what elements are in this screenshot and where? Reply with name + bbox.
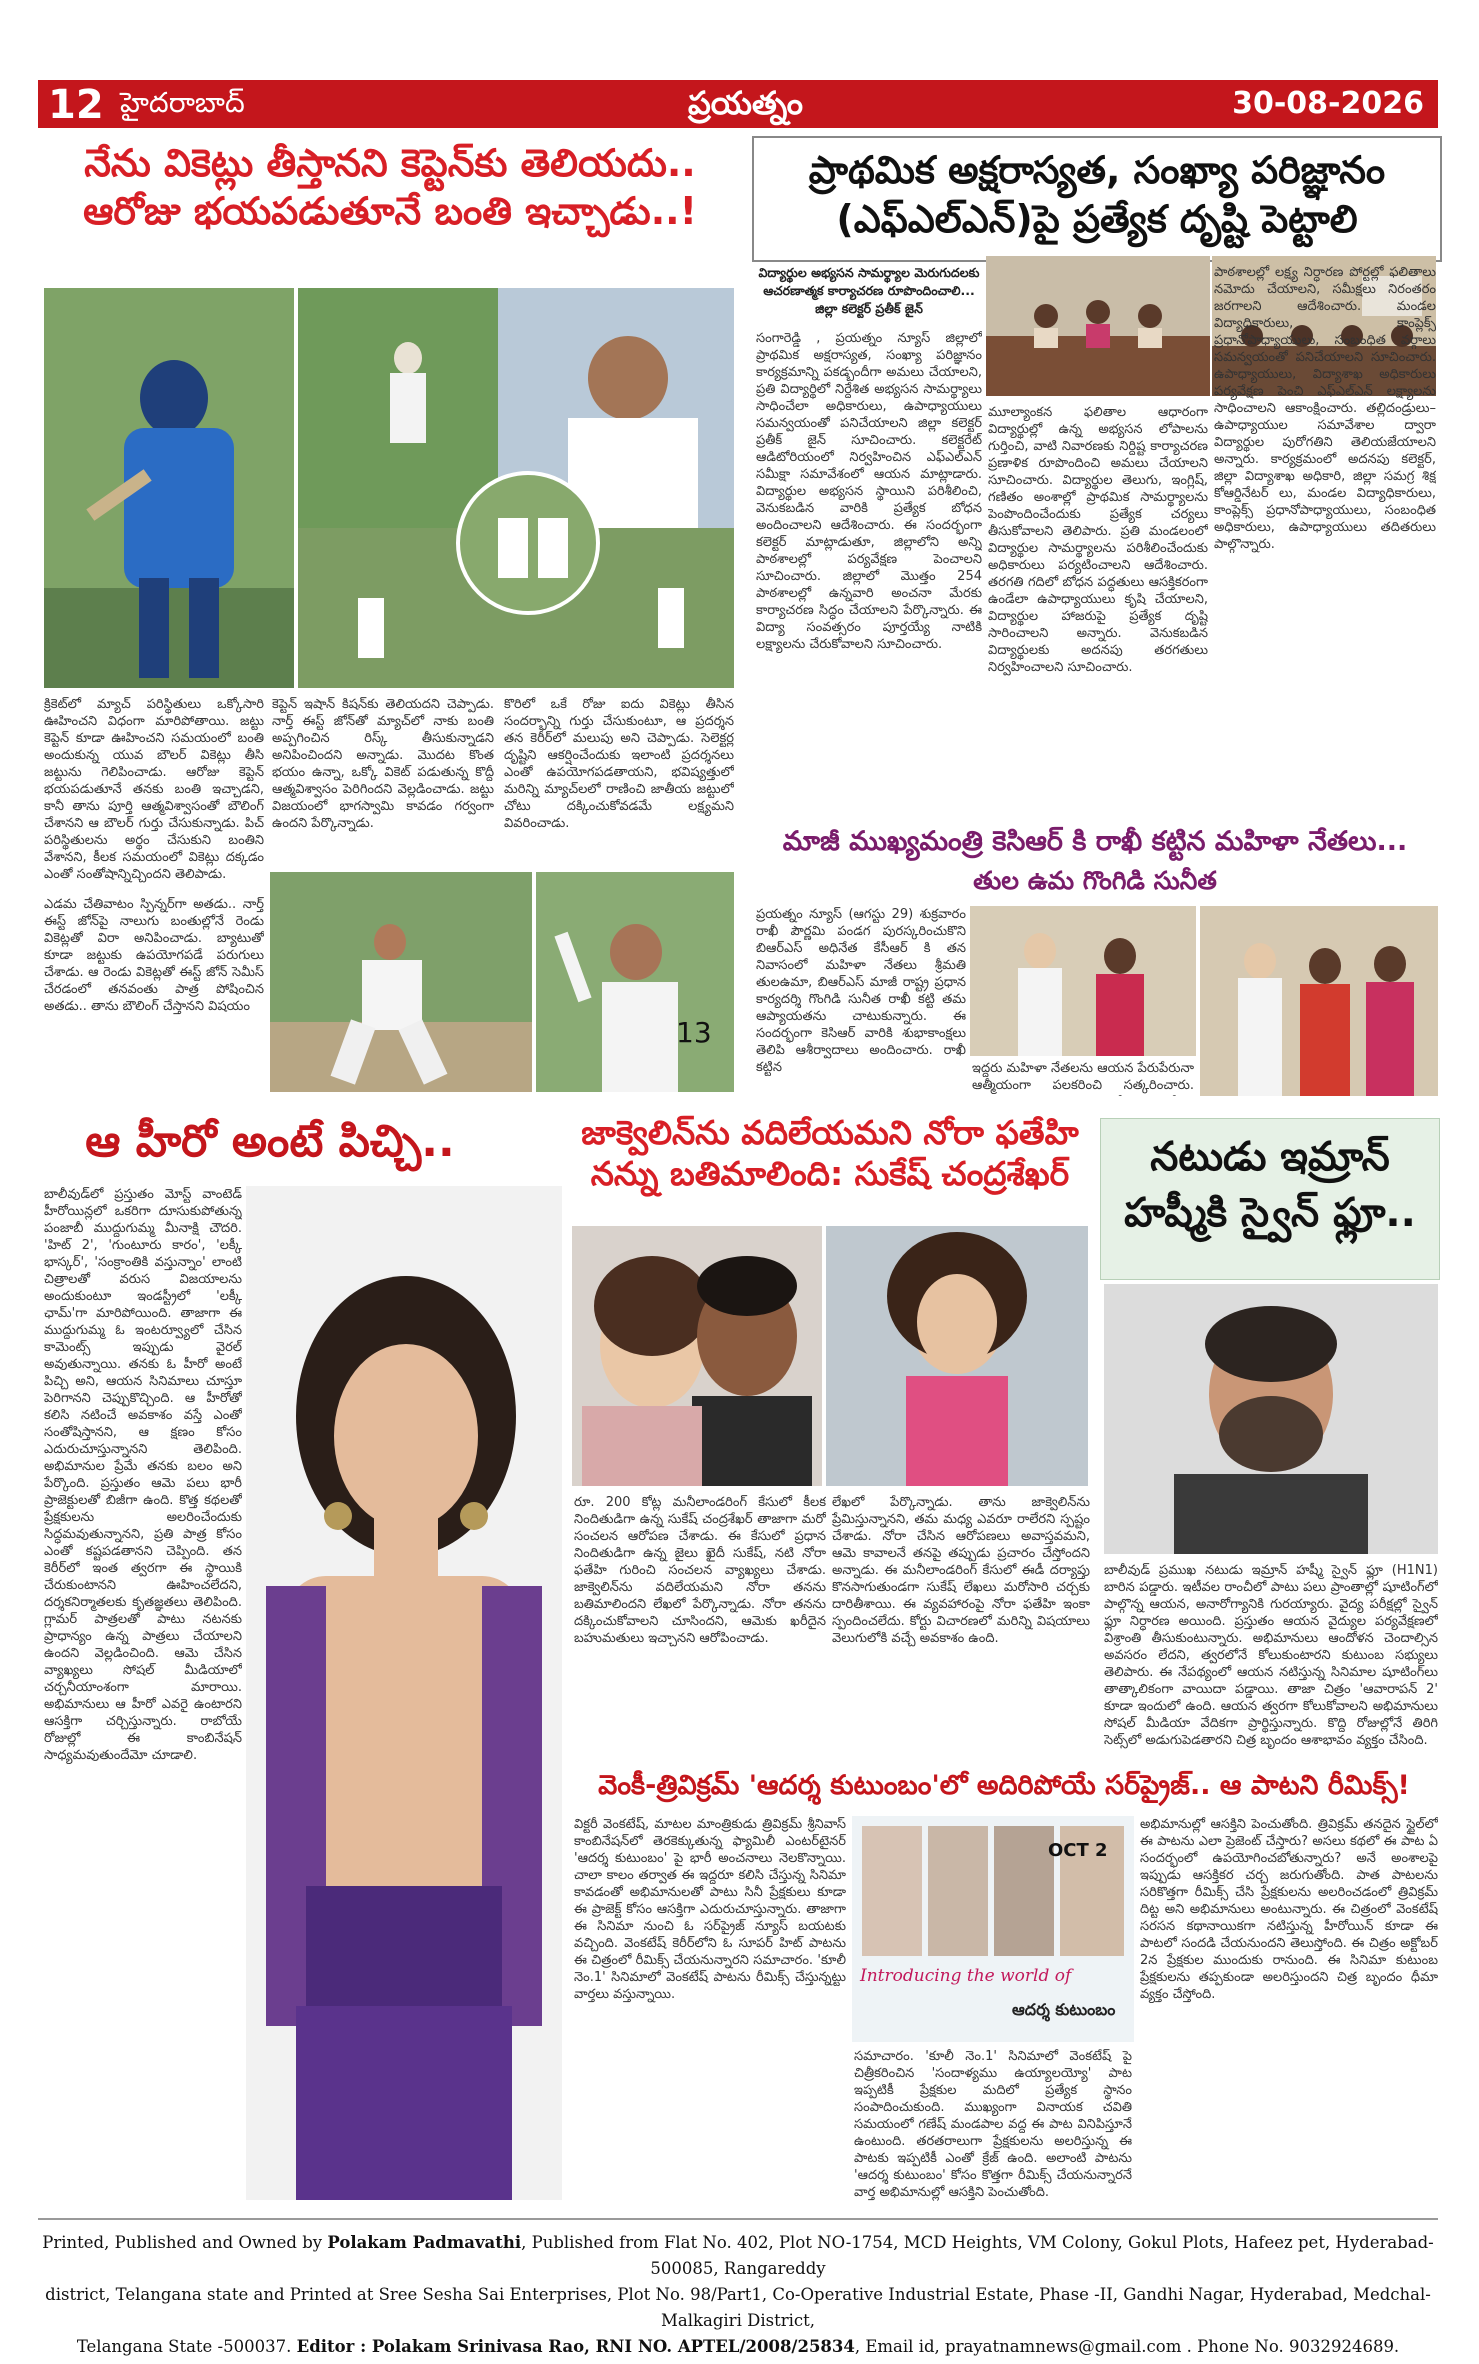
rakhi-body-col2: ఇద్దరు మహిళా నేతలను ఆయన పేరుపేరునా ఆత్మీయంగా పలకరించి సత్కరించారు. — [972, 1061, 1194, 1093]
cricket-body-col3: కొరిలో ఒకే రోజు ఐదు వికెట్లు తీసిన సందర్భాన్ని గుర్తు చేసుకుంటూ, ఆ ప్రదర్శన తన కెరీర్‌లో మలుపు అని చెప్పాడు. సెలెక్టర్ల దృష్టిని ఆకర్షించేందుకు ఇలాంటి ప్రదర్శనలు ఎంతో ఉపయోగపడతాయని, భవిష్యత్తులో మరిన్ని మ్యాచ్‌లలో రాణించి జాతీయ జట్టులో చోటు దక్కించుకోవడమే లక్ష్యమని వివరించాడు. — [504, 697, 734, 831]
emraan-headline — [1101, 1129, 1439, 1241]
emraan-headline-line1: నటుడు ఇమ్రాన్ — [1150, 1134, 1390, 1180]
venky-poster-tagline: Introducing the world of — [860, 1966, 1072, 1986]
cricket-body-col1b: ఎడమ చేతివాటం స్పిన్నర్‌గా అతడు.. నార్త్ ఈస్ట్ జోన్‌పై నాలుగు బంతుల్లోనే రెండు వికెట్లతో విరా అనిపించాడు. బ్యాటుతో కూడా జట్టుకు ఉపయోగపడే పరుగులు చేశాడు. ఆ రెండు వికెట్లతో ఈస్ట్ జోన్ సెమీస్ చేరడంలో తనవంతు పాత్ర పోషించిన అతడు.. తాను బౌలింగ్ చేస్తానని విషయం — [44, 897, 264, 1014]
cricket-bowler-photo — [270, 872, 532, 1092]
cricket-celebration-photo — [536, 872, 734, 1092]
page-number: 12 — [48, 82, 104, 128]
rakhi-body-col1: ప్రయత్నం న్యూస్ (ఆగస్టు 29) శుక్రవారం రాఖీ పౌర్ణమి పండగ పురస్కరించుకొని బిఆర్ఎస్ అధినేత కేసీఆర్ కి తన నివాసంలో మహిళా నేతలు శ్రీమతి తులఉమా, బిఆర్ఎస్ మాజీ రాష్ట్ర ప్రధాన కార్యదర్శి గొంగిడి సునీత రాఖీ కట్టి తమ ఆప్యాయతను చాటుకున్నారు. ఈ సందర్భంగా కెసిఆర్ వారికి శుభాకాంక్షలు తెలిపి ఆశీర్వాదాలు అందించారు. రాఖీ కట్టిన — [756, 907, 966, 1075]
cricket-headline-line2: ఆరోజు భయపడుతూనే బంతి ఇచ్చాడు..! — [83, 188, 697, 233]
venky-body-col3: అభిమానుల్లో ఆసక్తిని పెంచుతోంది. త్రివిక్రమ్ తనదైన స్టైల్‌లో ఈ పాటను ఎలా ప్రెజెంట్ చేస్తారు? అసలు కథలో ఈ పాట ఏ సందర్భంలో ఉపయోగించబోతున్నారు? అనే అంశాలపై ఇప్పుడు ఆసక్తికర చర్చ జరుగుతోంది. పాత పాటలను సరికొత్తగా రీమిక్స్ చేసి ప్రేక్షకులను అలరించడంలో త్రివిక్రమ్ దిట్ట అని అభిమానులు అంటున్నారు. ఈ చిత్రంలో వెంకటేష్ సరసన కథానాయికగా నటిస్తున్న హీరోయిన్ కూడా ఈ పాటలో సందడి చేయనుందని తెలుస్తోంది. ఈ చిత్రం అక్టోబర్ 2న ప్రేక్షకుల ముందుకు రానుంది. ఈ సినిమా కుటుంబ ప్రేక్షకులను తప్పకుండా అలరిస్తుందని చిత్ర బృందం ధీమా వ్యక్తం చేస్తోంది. — [1140, 1817, 1438, 2002]
emraan-photo — [1104, 1284, 1438, 1554]
svg-text:13: 13 — [676, 1016, 712, 1049]
rakhi-subhead: తుల ఉమ గొంగిడి సునీత — [973, 866, 1217, 895]
imprint-editor: Editor : Polakam Srinivasa Rao, RNI NO. APTEL/2008/25834 — [296, 2337, 855, 2356]
venky-poster — [852, 1816, 1134, 2042]
venky-poster-date: OCT 2 — [1048, 1840, 1108, 1861]
imprint-owner: Polakam Padmavathi — [327, 2233, 522, 2252]
imprint-state: Telangana State -500037. — [76, 2337, 297, 2356]
fln-body-col1: సంగారెడ్డి , ప్రయత్నం న్యూస్ జిల్లాలో ప్రాథమిక అక్షరాస్యత, సంఖ్యా పరిజ్ఞానం కార్యక్రమాన్ని పకడ్బందీగా అమలు చేయాలని, ప్రతి విద్యార్థిలో నిర్దేశిత అభ్యసన సామర్థ్యాలు సాధించేలా అధికారులు, ఉపాధ్యాయులు సమన్వయంతో పనిచేయాలని జిల్లా కలెక్టర్ ప్రతీక్ జైన్ సూచించారు. కలెక్టరేట్ ఆడిటోరియంలో నిర్వహించిన ఎఫ్ఎల్ఎన్ సమీక్షా సమావేశంలో ఆయన మాట్లాడారు. విద్యార్థుల అభ్యసన స్థాయిని పరిశీలించి, వెనుకబడిన వారికి ప్రత్యేక బోధన అందించాలని ఆదేశించారు. ఈ సందర్భంగా కలెక్టర్ మాట్లాడుతూ, జిల్లాలోని అన్ని పాఠశాలల్లో పర్యవేక్షణ పెంచాలని సూచించారు. జిల్లాలో మొత్తం 254 పాఠశాలల్లో ఉన్నవారి అంచనా మేరకు కార్యాచరణ సిద్ధం చేయాలని పేర్కొన్నారు. ఈ విద్యా సంవత్సరం పూర్తయ్యే నాటికి లక్ష్యాలను చేరుకోవాలని సూచించారు. — [756, 331, 982, 652]
fln-headline-line1: ప్రాథమిక అక్షరాస్యత, సంఖ్యా పరిజ్ఞానం — [808, 148, 1386, 192]
nora-photo — [826, 1226, 1088, 1486]
hero-actress-photo — [246, 1186, 562, 2200]
cricket-body-col2: కెప్టెన్ ఇషాన్ కిషన్‌కు తెలియదని చెప్పాడు. నార్త్ ఈస్ట్ జోన్‌తో మ్యాచ్‌లో నాకు బంతి అప్పగించిన రిస్క్ తీసుకున్నాడని అనిపించిందని అన్నాడు. మొదట కొంత భయం ఉన్నా, ఒక్కో వికెట్ పడుతున్న కొద్దీ ఆత్మవిశ్వాసం పెరిగిందని వెల్లడించాడు. జట్టు విజయంలో భాగస్వామి కావడం గర్వంగా ఉందని పేర్కొన్నాడు. — [272, 697, 494, 831]
masthead-brand: ప్రయత్నం — [688, 84, 803, 122]
masthead-bar — [38, 80, 1438, 128]
venky-headline: వెంకీ-త్రివిక్రమ్ 'ఆదర్శ కుటుంబం'లో అదిరిపోయే సర్‌ప్రైజ్.. ఆ పాటని రీమిక్స్! — [598, 1770, 1410, 1801]
masthead-date: 30-08-2026 — [1232, 86, 1424, 121]
emraan-headline-line2: హష్మీకి స్వైన్ ఫ్లూ.. — [1124, 1190, 1416, 1236]
sukesh-headline — [570, 1112, 1090, 1195]
imprint-line-2: district, Telangana state and Printed at Sree Sesha Sai Enterprises, Plot No. 98/Part1, Co-Operative Industrial Estate, Phase -II, Gandhi Nagar, Hyderabad, Medchal-Malkagiri District, — [45, 2285, 1431, 2330]
imprint-address: , Published from Flat No. 402, Plot NO-1754, MCD Heights, VM Colony, Gokul Plots, Hafeez pet, Hyderabad-500085, Rangareddy — [521, 2233, 1434, 2278]
fln-meeting-photo — [986, 256, 1210, 396]
sukesh-body-col2: లేఖలో పేర్కొన్నాడు. తాను జాక్వెలిన్‌ను ప్రేమిస్తున్నానని, తమ మధ్య ఎవరూ రాలేరని స్పష్టం చేశాడు. నోరా చేసిన ఆరోపణలు అవాస్తవమని, ఆమె కావాలనే తనపై తప్పుడు ప్రచారం చేస్తోందని అన్నాడు. ఈ మనీలాండరింగ్ కేసులో ఈడీ దర్యాప్తు కొనసాగుతుండగా సుకేష్ లేఖలు మరోసారి చర్చకు దారితీశాయి. ఈ వ్యవహారంపై నోరా ఫతేహి ఇంకా స్పందించలేదు. కోర్టు విచారణలో మరిన్ని విషయాలు వెలుగులోకి వచ్చే అవకాశం ఉంది. — [832, 1495, 1090, 1646]
cricket-headline — [40, 140, 740, 235]
masthead-city: హైదరాబాద్ — [120, 86, 245, 119]
cricket-collage-photo — [298, 288, 734, 688]
cricket-headline-line1: నేను వికెట్లు తీస్తానని కెప్టెన్‌కు తెలియదు.. — [84, 141, 696, 185]
venky-body-col2: సమాచారం. 'కూలీ నెం.1' సినిమాలో వెంకటేష్ పై చిత్రీకరించిన 'సందాళ్యము ఉయ్యాలయ్యో' పాట ఇప్పటికీ ప్రేక్షకుల మదిలో ప్రత్యేక స్థానం సంపాదించుకుంది. ముఖ్యంగా వినాయక చవితి సమయంలో గణేష్ మండపాల వద్ద ఈ పాట వినిపిస్తూనే ఉంటుంది. తరతరాలుగా ప్రేక్షకులను అలరిస్తున్న ఈ పాటకు ఇప్పటికీ ఎంతో క్రేజ్ ఉంది. అలాంటి పాటను 'ఆదర్శ కుటుంబం' కోసం కొత్తగా రీమిక్స్ చేయనున్నారనే వార్త అభిమానుల్లో ఆసక్తిని పెంచుతోంది. — [854, 2049, 1132, 2200]
rakhi-photo-2 — [1200, 906, 1438, 1096]
imprint-contact: , Email id, prayatnamnews@gmail.com . Phone No. 9032924689. — [854, 2337, 1400, 2356]
imprint-line-1 — [38, 2230, 1438, 2282]
hero-headline: ఆ హీరో అంటే పిచ్చి.. — [85, 1116, 455, 1167]
sukesh-headline-line1: జాక్వెలిన్‌ను వదిలేయమని నోరా ఫతేహి — [581, 1113, 1079, 1152]
rakhi-headline: మాజీ ముఖ్యమంత్రి కెసిఆర్ కి రాఖీ కట్టిన మహిళా నేతలు... — [782, 826, 1408, 857]
cricket-body-col1: క్రికెట్‌లో మ్యాచ్ పరిస్థితులు ఒక్కోసారి ఊహించని విధంగా మారిపోతాయి. జట్టు కెప్టెన్ కూడా ఊహించని సమయంలో బంతి అందుకున్న యువ బౌలర్ వికెట్లు తీసి జట్టును గెలిపించాడు. ఆరోజు కెప్టెన్ భయపడుతూనే తనకు బంతి ఇచ్చాడని, కానీ తాను పూర్తి ఆత్మవిశ్వాసంతో బౌలింగ్ చేశానని ఆ బౌలర్ గుర్తు చేసుకున్నాడు. పిచ్ పరిస్థితులను అర్థం చేసుకుని బంతిని వేశానని, కీలక సమయంలో వికెట్లు దక్కడం ఎంతో సంతోషాన్నిచ్చిందని తెలిపాడు. — [44, 697, 264, 882]
sukesh-headline-line2: నన్ను బతిమాలింది: సుకేష్ చంద్రశేఖర్ — [590, 1154, 1070, 1194]
fln-headline-box — [752, 136, 1442, 262]
imprint-prefix: Printed, Published and Owned by — [42, 2233, 328, 2252]
venky-body-col1: విక్టరీ వెంకటేష్, మాటల మాంత్రికుడు త్రివిక్రమ్ శ్రీనివాస్ కాంబినేషన్‌లో తెరకెక్కుతున్న ఫ్యామిలీ ఎంటర్‌టైనర్ 'ఆదర్శ కుటుంబం' పై భారీ అంచనాలు నెలకొన్నాయి. చాలా కాలం తర్వాత ఈ ఇద్దరూ కలిసి చేస్తున్న సినిమా కావడంతో అభిమానులతో పాటు సినీ ప్రేక్షకులు కూడా ఈ ప్రాజెక్ట్ కోసం ఆసక్తిగా ఎదురుచూస్తున్నారు. తాజాగా ఈ సినిమా నుంచి ఓ సర్‌ప్రైజ్ న్యూస్ బయటకు వచ్చింది. వెంకటేష్ కెరీర్‌లోని ఓ సూపర్ హిట్ పాటను ఈ చిత్రంలో రీమిక్స్ చేయనున్నారని సమాచారం. 'కూలీ నెం.1' సినిమాలో వెంకటేష్ పాటను రీమిక్స్ చేస్తున్నట్టు వార్తలు వస్తున్నాయి. — [574, 1817, 846, 2002]
fln-body-col2: మూల్యాంకన ఫలితాల ఆధారంగా విద్యార్థుల్లో ఉన్న అభ్యసన లోపాలను గుర్తించి, వాటి నివారణకు నిర్దిష్ట కార్యాచరణ ప్రణాళిక రూపొందించి అమలు చేయాలని సూచించారు. విద్యార్థుల తెలుగు, ఇంగ్లిష్, గణితం అంశాల్లో ప్రాథమిక సామర్థ్యాలను పెంపొందించేందుకు ప్రత్యేక చర్యలు తీసుకోవాలని తెలిపారు. ప్రతి మండలంలో విద్యార్థుల సామర్థ్యాలను పరిశీలించేందుకు అధికారులు పర్యటించాలని ఆదేశించారు. తరగతి గదిలో బోధన పద్ధతులు ఆసక్తికరంగా ఉండేలా ఉపాధ్యాయులు కృషి చేయాలని, విద్యార్థుల హాజరుపై ప్రత్యేక దృష్టి సారించాలని అన్నారు. వెనుకబడిన విద్యార్థులకు అదనపు తరగతులు నిర్వహించాలని సూచించారు. — [988, 405, 1208, 675]
imprint-footer — [38, 2218, 1438, 2356]
sukesh-body-col1: రూ. 200 కోట్ల మనీలాండరింగ్ కేసులో కీలక నిందితుడిగా ఉన్న సుకేష్ చంద్రశేఖర్ తాజాగా మరో సంచలన ఆరోపణ చేశాడు. ఈ కేసులో ప్రధాన నిందితుడిగా ఉన్న జైలు ఖైదీ సుకేష్, నటి నోరా ఫతేహి గురించి సంచలన వ్యాఖ్యలు చేశాడు. జాక్వెలిన్‌ను వదిలేయమని నోరా తనను బతిమాలిందని లేఖలో పేర్కొన్నాడు. నోరా తనను దక్కించుకోవాలని చూసిందని, ఆమెకు ఖరీదైన బహుమతులు ఇచ్చానని ఆరోపించాడు. — [574, 1495, 826, 1646]
fln-body-col3: పాఠశాలల్లో లక్ష్య నిర్ధారణ పోర్టల్లో ఫలితాలు నమోదు చేయాలని, సమీక్షలు నిరంతరం జరగాలని ఆదేశించారు. మండల విద్యాధికారులు, కాంప్లెక్స్ ప్రధానోపాధ్యాయులు, సంబంధిత వర్గాలు సమన్వయంతో పనిచేయాలని సూచించారు. ఉపాధ్యాయులు, విద్యాశాఖ అధికారులు పర్యవేక్షణ పెంచి ఎఫ్ఎల్ఎన్ లక్ష్యాలను సాధించాలని ఆకాంక్షించారు. తల్లిదండ్రులు–ఉపాధ్యాయుల సమావేశాల ద్వారా విద్యార్థుల పురోగతిని తెలియజేయాలని అన్నారు. కార్యక్రమంలో అదనపు కలెక్టర్, జిల్లా విద్యాశాఖ అధికారి, జిల్లా సమగ్ర శిక్ష కోఆర్డినేటర్ లు, మండల విద్యాధికారులు, కాంప్లెక్స్ ప్రధానోపాధ్యాయులు, సంబంధిత అధికారులు, ఉపాధ్యాయులు తదితరులు పాల్గొన్నారు. — [1214, 265, 1436, 552]
fln-headline — [754, 146, 1440, 245]
emraan-body: బాలీవుడ్ ప్రముఖ నటుడు ఇమ్రాన్ హష్మీ స్వైన్ ఫ్లూ (H1N1) బారిన పడ్డారు. ఇటీవల రాంచీలో పాటు పలు ప్రాంతాల్లో షూటింగ్‌లో పాల్గొన్న ఆయన, అనారోగ్యానికి గురయ్యారు. వైద్య పరీక్షల్లో స్వైన్ ఫ్లూ నిర్ధారణ అయింది. ప్రస్తుతం ఆయన వైద్యుల పర్యవేక్షణలో విశ్రాంతి తీసుకుంటున్నారు. అభిమానులు ఆందోళన చెందాల్సిన అవసరం లేదని, త్వరలోనే కోలుకుంటారని కుటుంబ సభ్యులు తెలిపారు. ఈ నేపథ్యంలో ఆయన నటిస్తున్న సినిమాల షూటింగ్‌లు తాత్కాలికంగా వాయిదా పడ్డాయి. తాజా చిత్రం 'ఆవారాపన్ 2' కూడా ఇందులో ఉంది. ఆయన త్వరగా కోలుకోవాలని అభిమానులు సోషల్ మీడియా వేదికగా ప్రార్థిస్తున్నారు. కొద్ది రోజుల్లోనే తిరిగి సెట్స్‌లో అడుగుపెడతారని చిత్ర బృందం ఆశాభావం వ్యక్తం చేసింది. — [1104, 1563, 1438, 1748]
fln-kicker: విద్యార్థుల అభ్యసన సామర్థ్యాల మెరుగుదలకు ఆచరణాత్మక కార్యాచరణ రూపొందించాలి... జిల్లా కలెక్టర్ ప్రతీక్ జైన్ — [758, 265, 980, 316]
fln-headline-line2: (ఎఫ్ఎల్ఎన్)పై ప్రత్యేక దృష్టి పెట్టాలి — [836, 197, 1358, 242]
venky-poster-title: ఆదర్శ కుటుంబం — [1012, 2000, 1116, 2019]
imprint-line-3 — [38, 2334, 1438, 2360]
emraan-headline-box — [1100, 1118, 1440, 1280]
hero-body: బాలీవుడ్‌లో ప్రస్తుతం మోస్ట్ వాంటెడ్ హీరోయిన్లలో ఒకరిగా దూసుకుపోతున్న పంజాబీ ముద్దుగుమ్మ మీనాక్షి చౌదరి. 'హిట్ 2', 'గుంటూరు కారం', 'లక్కీ భాస్కర్', 'సంక్రాంతికి వస్తున్నాం' లాంటి చిత్రాలతో వరుస విజయాలను అందుకుంటూ ఇండస్ట్రీలో 'లక్కీ ఛామ్'గా మారిపోయింది. తాజాగా ఈ ముద్దుగుమ్మ ఓ ఇంటర్వ్యూలో చేసిన కామెంట్స్ ఇప్పుడు వైరల్ అవుతున్నాయి. తనకు ఓ హీరో అంటే పిచ్చి అని, ఆయన సినిమాలు చూస్తూ పెరిగానని చెప్పుకొచ్చింది. ఆ హీరోతో కలిసి నటించే అవకాశం వస్తే ఎంతో సంతోషిస్తానని, ఆ క్షణం కోసం ఎదురుచూస్తున్నానని తెలిపింది. అభిమానుల ప్రేమే తనకు బలం అని పేర్కొంది. ప్రస్తుతం ఆమె పలు భారీ ప్రాజెక్టులతో బిజీగా ఉంది. కొత్త కథలతో ప్రేక్షకులను అలరించేందుకు సిద్ధమవుతున్నానని, ప్రతి పాత్ర కోసం ఎంతో కష్టపడతానని చెప్పింది. తన కెరీర్‌లో ఇంత త్వరగా ఈ స్థాయికి చేరుకుంటానని ఊహించలేదని, దర్శకనిర్మాతలకు కృతజ్ఞతలు తెలిపింది. గ్లామర్ పాత్రలతో పాటు నటనకు ప్రాధాన్యం ఉన్న పాత్రలు చేయాలని ఉందని వెల్లడించింది. ఆమె చేసిన వ్యాఖ్యలు సోషల్ మీడియాలో చర్చనీయాంశంగా మారాయి. అభిమానులు ఆ హీరో ఎవరై ఉంటారని ఆసక్తిగా చర్చిస్తున్నారు. రాబోయే రోజుల్లో ఈ కాంబినేషన్ సాధ్యమవుతుందేమో చూడాలి. — [44, 1187, 242, 1763]
sukesh-couple-photo — [572, 1226, 822, 1486]
cricket-batsman-photo — [44, 288, 294, 688]
rakhi-photo-1 — [970, 906, 1196, 1056]
